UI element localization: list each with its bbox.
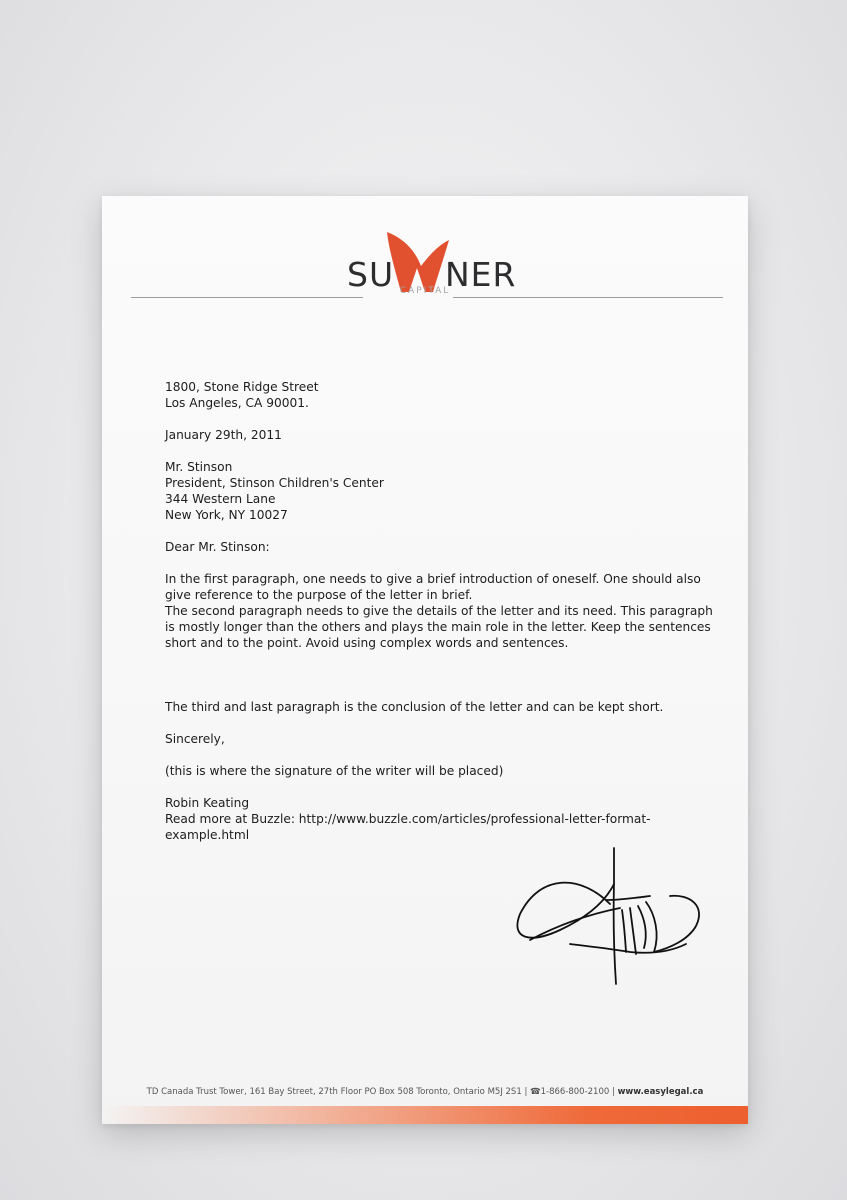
- logo-subtitle: CAPITAL: [399, 286, 451, 296]
- header-rule-right: [453, 297, 723, 298]
- sender-address-line: 1800, Stone Ridge Street: [165, 380, 319, 394]
- paragraph-1: In the first paragraph, one needs to give a brief introduction of oneself. One should also give reference to the purpose of the letter in brief.: [165, 572, 701, 602]
- closing: Sincerely,: [165, 732, 225, 746]
- sender-address-line: Los Angeles, CA 90001.: [165, 396, 309, 410]
- paragraph-2: The second paragraph needs to give the details of the letter and its need. This paragraph is mostly longer than the others and plays the main role in the letter. Keep the sentences short and to the point. Avoid using complex words and sentences.: [165, 604, 713, 650]
- footer-accent-bar: [102, 1106, 748, 1124]
- footer: [102, 1087, 748, 1097]
- recipient-line: Mr. Stinson: [165, 460, 233, 474]
- sender-name: Robin Keating: [165, 796, 250, 810]
- footer-address: TD Canada Trust Tower, 161 Bay Street, 27th Floor PO Box 508 Toronto, Ontario M5J 2S1 | ☎1-866-800-2100 |: [146, 1087, 618, 1097]
- read-more-text: Read more at Buzzle: http://www.buzzle.com/articles/professional-letter-format-example.html: [165, 812, 651, 842]
- recipient-line: New York, NY 10027: [165, 508, 288, 522]
- logo-text-left: SU: [347, 255, 395, 294]
- footer-website: www.easylegal.ca: [617, 1087, 704, 1097]
- salutation: Dear Mr. Stinson:: [165, 540, 270, 554]
- recipient-line: President, Stinson Children's Center: [165, 476, 384, 490]
- letter-page: [102, 196, 748, 1124]
- letter-date: January 29th, 2011: [165, 428, 282, 442]
- header-rule-left: [131, 297, 363, 298]
- paragraph-3: The third and last paragraph is the conclusion of the letter and can be kept short.: [165, 700, 664, 714]
- logo-text-right: NER: [445, 255, 517, 294]
- signature-note: (this is where the signature of the writer will be placed): [165, 764, 504, 778]
- letter-body: [165, 379, 725, 843]
- handwritten-signature: [510, 844, 710, 990]
- recipient-line: 344 Western Lane: [165, 492, 276, 506]
